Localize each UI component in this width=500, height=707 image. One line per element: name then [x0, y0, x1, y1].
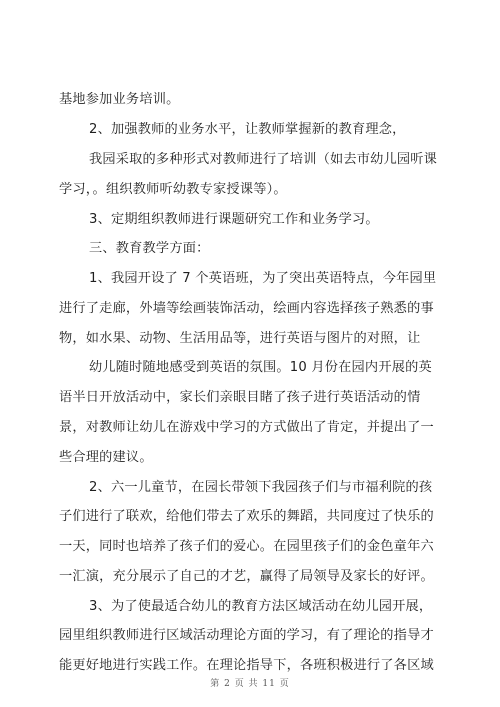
text-line: 3、为了使最适合幼儿的教育方法区域活动在幼儿园开展， [89, 599, 433, 614]
text-line: 物，如水果、动物、生活用品等，进行英语与图片的对照，让 [59, 331, 421, 346]
text-line: 些合理的建议。 [59, 450, 153, 465]
text-line: 1、我园开设了 7 个英语班，为了突出英语特点，今年园里 [89, 271, 437, 286]
text-line: 能更好地进行实践工作。在理论指导下，各班积极进行了各区域 [59, 658, 434, 673]
text-line: 2、六一儿童节，在园长带领下我园孩子们与市福利院的孩 [89, 480, 433, 495]
text-line: 语半日开放活动中，家长们亲眼目睹了孩子进行英语活动的情 [59, 390, 421, 405]
text-line: 3、定期组织教师进行课题研究工作和业务学习。 [89, 212, 379, 227]
section-heading: 三、教育教学方面： [89, 241, 210, 256]
text-line: 我园采取的多种形式对教师进行了培训（如去市幼儿园听课 [89, 152, 438, 167]
text-line: 一天，同时也培养了孩子们的爱心。在园里孩子们的金色童年六 [59, 539, 434, 554]
text-line: 基地参加业务培训。 [59, 92, 180, 107]
text-line: 2、加强教师的业务水平，让教师掌握新的教育理念， [89, 122, 406, 137]
text-line: 学习，。组织教师听幼教专家授课等）。 [59, 182, 287, 197]
text-line: 一汇演，充分展示了自己的才艺，赢得了局领导及家长的好评。 [59, 569, 434, 584]
text-line: 景，对教师让幼儿在游戏中学习的方式做出了肯定，并提出了一 [59, 420, 434, 435]
text-line: 园里组织教师进行区域活动理论方面的学习，有了理论的指导才 [59, 628, 434, 643]
text-line: 子们进行了联欢，给他们带去了欢乐的舞蹈，共同度过了快乐的 [59, 509, 434, 524]
page-number-footer: 第 2 页 共 11 页 [210, 679, 290, 689]
text-line: 进行了走廊，外墙等绘画装饰活动，绘画内容选择孩子熟悉的事 [59, 301, 434, 316]
text-line: 幼儿随时随地感受到英语的氛围。10 月份在园内开展的英 [89, 360, 432, 375]
